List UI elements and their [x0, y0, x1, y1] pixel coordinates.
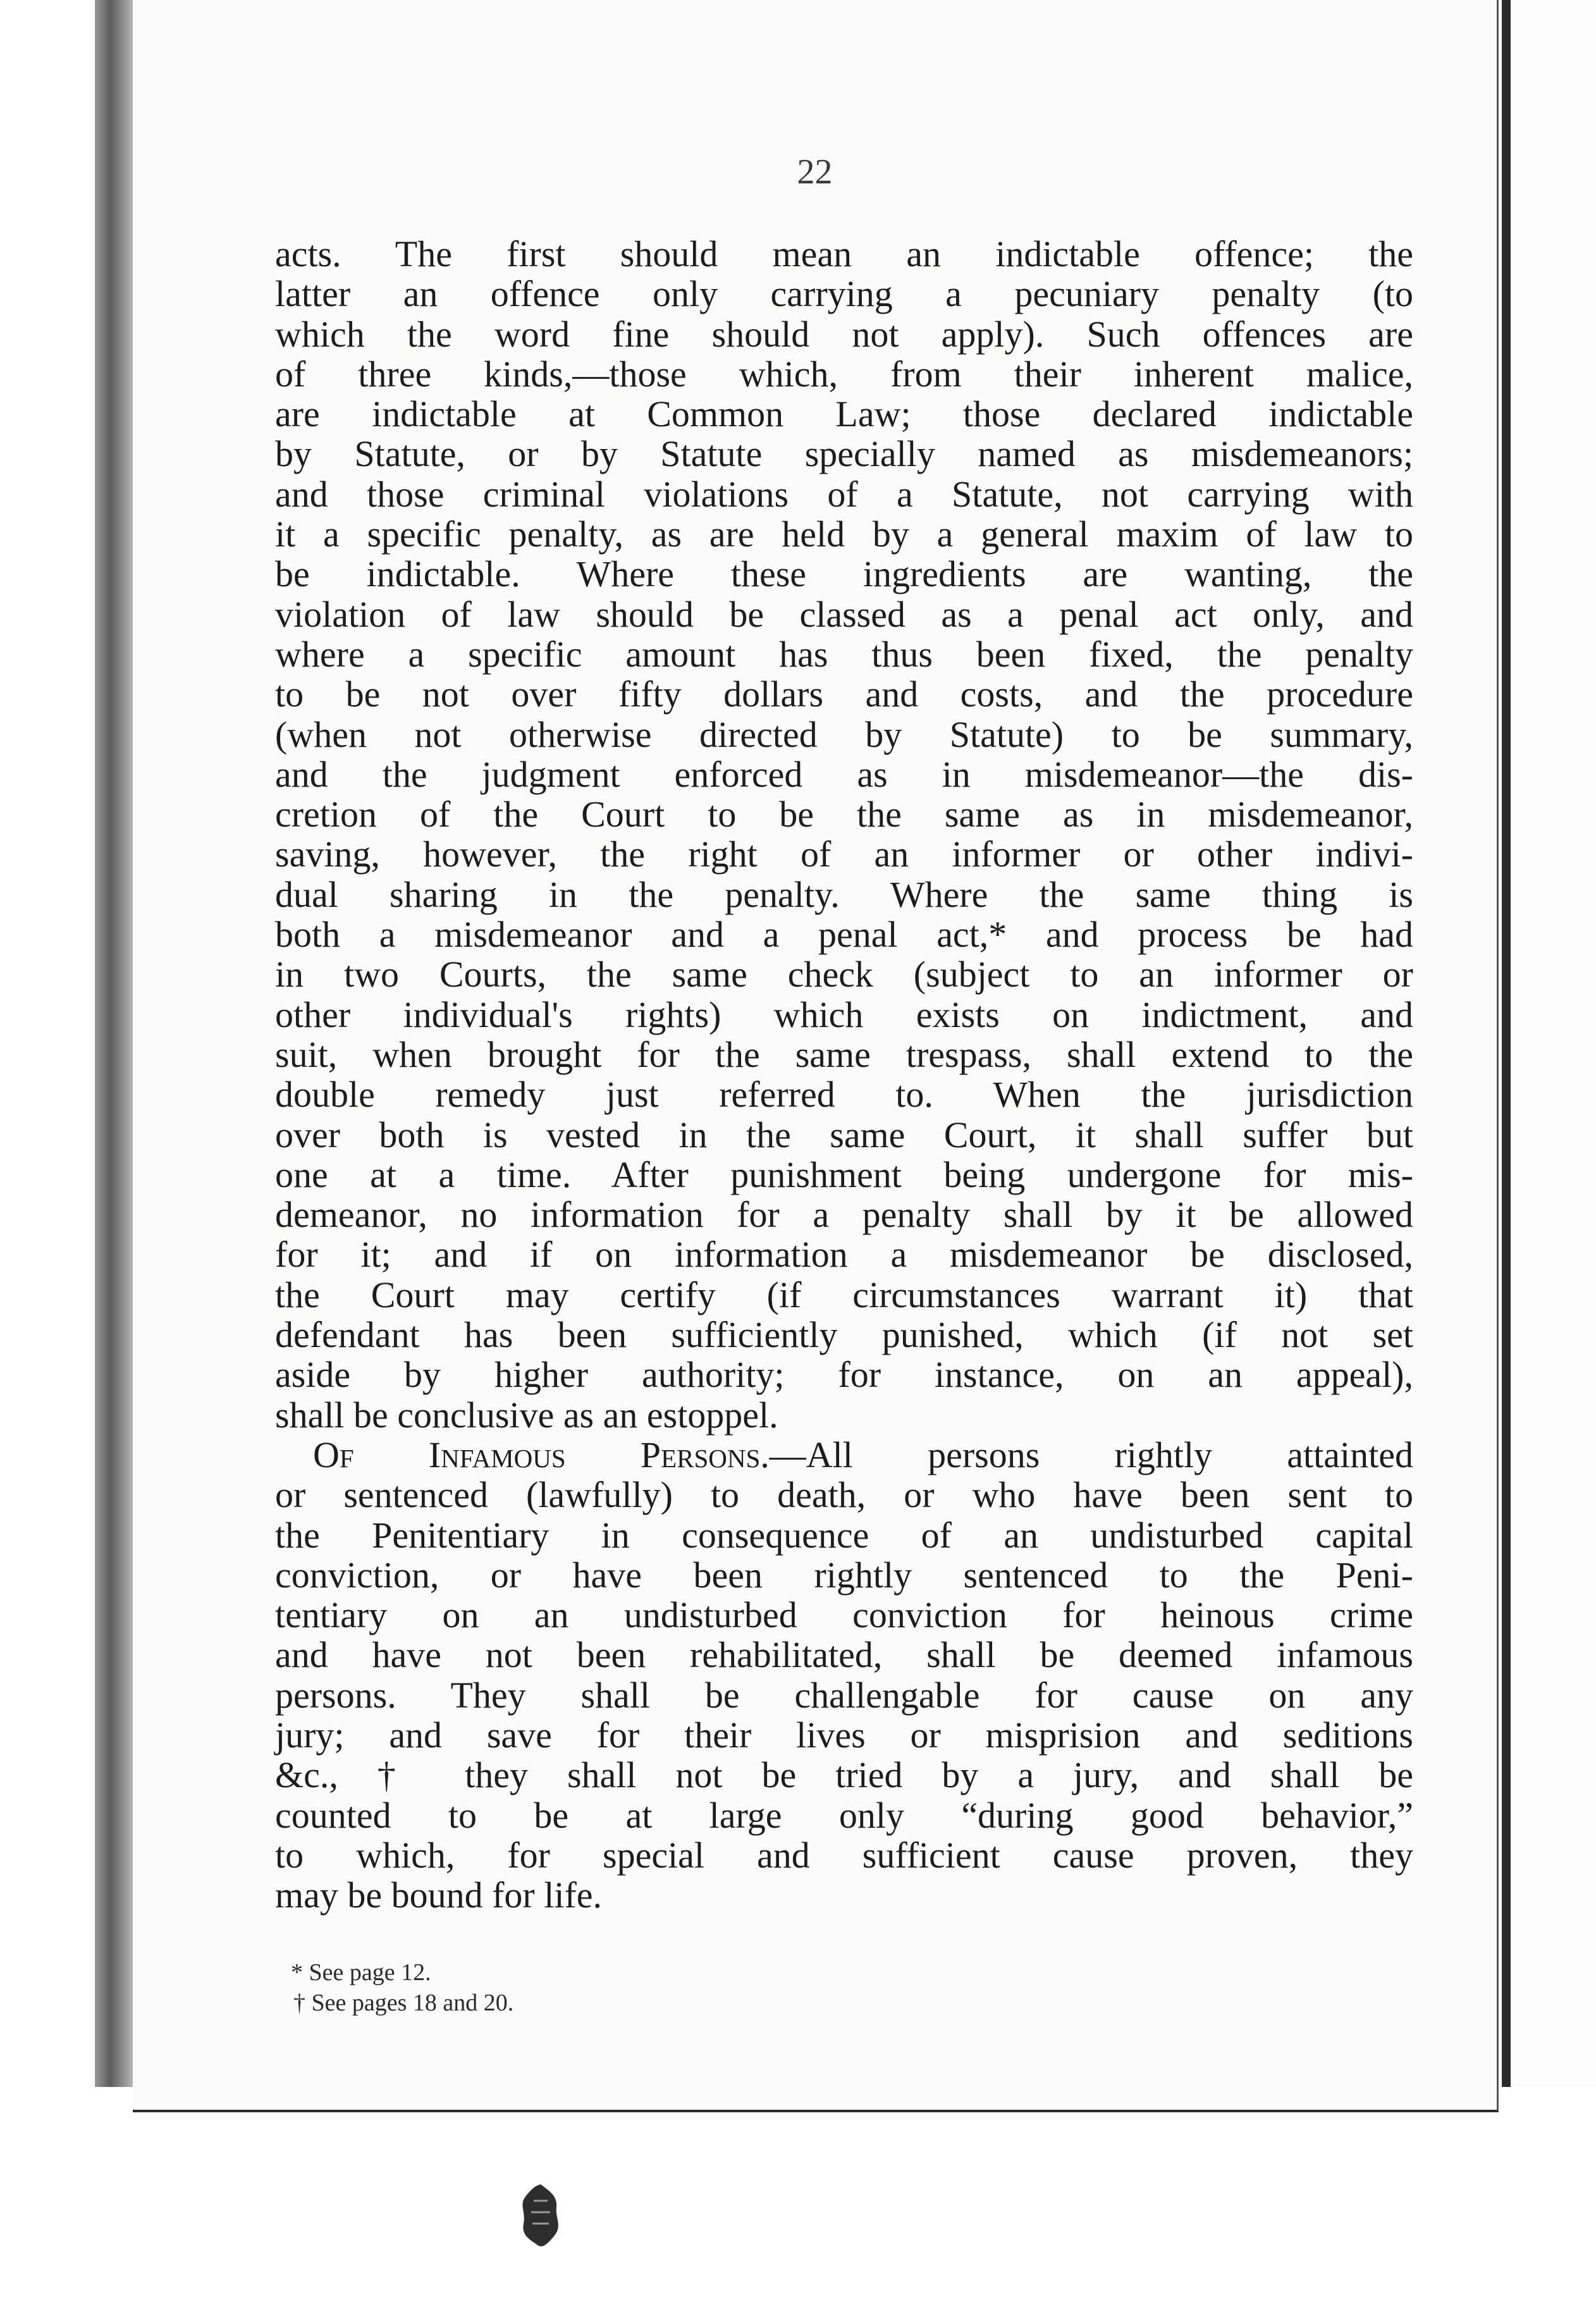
text-line: one at a time. After punishment being undergone for mis- [275, 1154, 1413, 1195]
text-line: defendant has been sufficiently punished, which (if not set [275, 1314, 1413, 1356]
library-stamp-icon [512, 2182, 569, 2251]
text-line: and those criminal violations of a Statute, not carrying with [275, 473, 1413, 515]
text-line: counted to be at large only “during good behavior,” [275, 1794, 1413, 1836]
text-line: suit, when brought for the same trespass, shall extend to the [275, 1033, 1413, 1075]
text-line: —All persons rightly attainted [769, 1434, 1413, 1475]
text-line: dual sharing in the penalty. Where the same thing is [275, 873, 1413, 915]
text-line: to be not over fifty dollars and costs, and the procedure [275, 674, 1413, 715]
text-line: double remedy just referred to. When the jurisdiction [275, 1074, 1413, 1116]
text-line: saving, however, the right of an informer or other indivi- [275, 834, 1413, 875]
text-line: it a specific penalty, as are held by a general maxim of law to [275, 514, 1413, 555]
text-line: may be bound for life. [275, 1874, 603, 1916]
text-line: the Penitentiary in consequence of an undisturbed capital [275, 1514, 1413, 1556]
footnote: * See page 12. [291, 1959, 431, 1986]
text-line: &c., † they shall not be tried by a jury, and shall be [275, 1754, 1413, 1796]
scan-binding-edge [95, 0, 133, 2087]
text-line: in two Courts, the same check (subject to an informer or [275, 954, 1413, 995]
body-text [275, 234, 1413, 1915]
text-line: by Statute, or by Statute specially named as misdemeanors; [275, 433, 1413, 475]
text-line: be indictable. Where these ingredients are wanting, the [275, 553, 1413, 595]
text-line: other individual's rights) which exists on indictment, and [275, 994, 1413, 1035]
book-page [133, 0, 1499, 2112]
text-line: over both is vested in the same Court, it shall suffer but [275, 1114, 1413, 1155]
footnote: † See pages 18 and 20. [293, 1990, 514, 2016]
text-line: both a misdemeanor and a penal act,* and process be had [275, 914, 1413, 956]
text-line: for it; and if on information a misdemeanor be disclosed, [275, 1234, 1413, 1276]
text-line: aside by higher authority; for instance, on an appeal), [275, 1354, 1413, 1396]
text-line: cretion of the Court to be the same as in misdemeanor, [275, 794, 1413, 835]
text-line: where a specific amount has thus been fixed, the penalty [275, 633, 1413, 675]
text-line: and have not been rehabilitated, shall be deemed infamous [275, 1634, 1413, 1676]
text-line: are indictable at Common Law; those declared indictable [275, 393, 1413, 435]
text-line: shall be conclusive as an estoppel. [275, 1394, 778, 1436]
text-line: latter an offence only carrying a pecuniary penalty (to [275, 273, 1413, 315]
text-line: conviction, or have been rightly sentenced to the Peni- [275, 1554, 1413, 1596]
text-line: which the word fine should not apply). Such offences are [275, 313, 1413, 355]
text-line: to which, for special and sufficient cause proven, they [275, 1834, 1413, 1876]
text-line: jury; and save for their lives or misprision and seditions [275, 1714, 1413, 1756]
text-line: of three kinds,—those which, from their inherent malice, [275, 353, 1413, 395]
text-line: or sentenced (lawfully) to death, or who have been sent to [275, 1474, 1413, 1516]
text-line: (when not otherwise directed by Statute) to be summary, [275, 713, 1413, 755]
section-first-line [275, 1435, 1413, 1475]
text-line: tentiary on an undisturbed conviction for heinous crime [275, 1594, 1413, 1636]
text-line: demeanor, no information for a penalty shall by it be allowed [275, 1194, 1413, 1236]
page-number: 22 [797, 152, 833, 192]
text-line: persons. They shall be challengable for cause on any [275, 1674, 1413, 1716]
footnotes [291, 1957, 513, 2018]
text-line: and the judgment enforced as in misdemeanor—the dis- [275, 753, 1413, 795]
text-line: violation of law should be classed as a penal act only, and [275, 593, 1413, 635]
text-line: acts. The first should mean an indictable offence; the [275, 233, 1413, 274]
section-heading: Of Infamous Persons. [313, 1434, 770, 1475]
text-line: the Court may certify (if circumstances warrant it) that [275, 1274, 1413, 1315]
facing-page-edge [1502, 0, 1596, 2087]
